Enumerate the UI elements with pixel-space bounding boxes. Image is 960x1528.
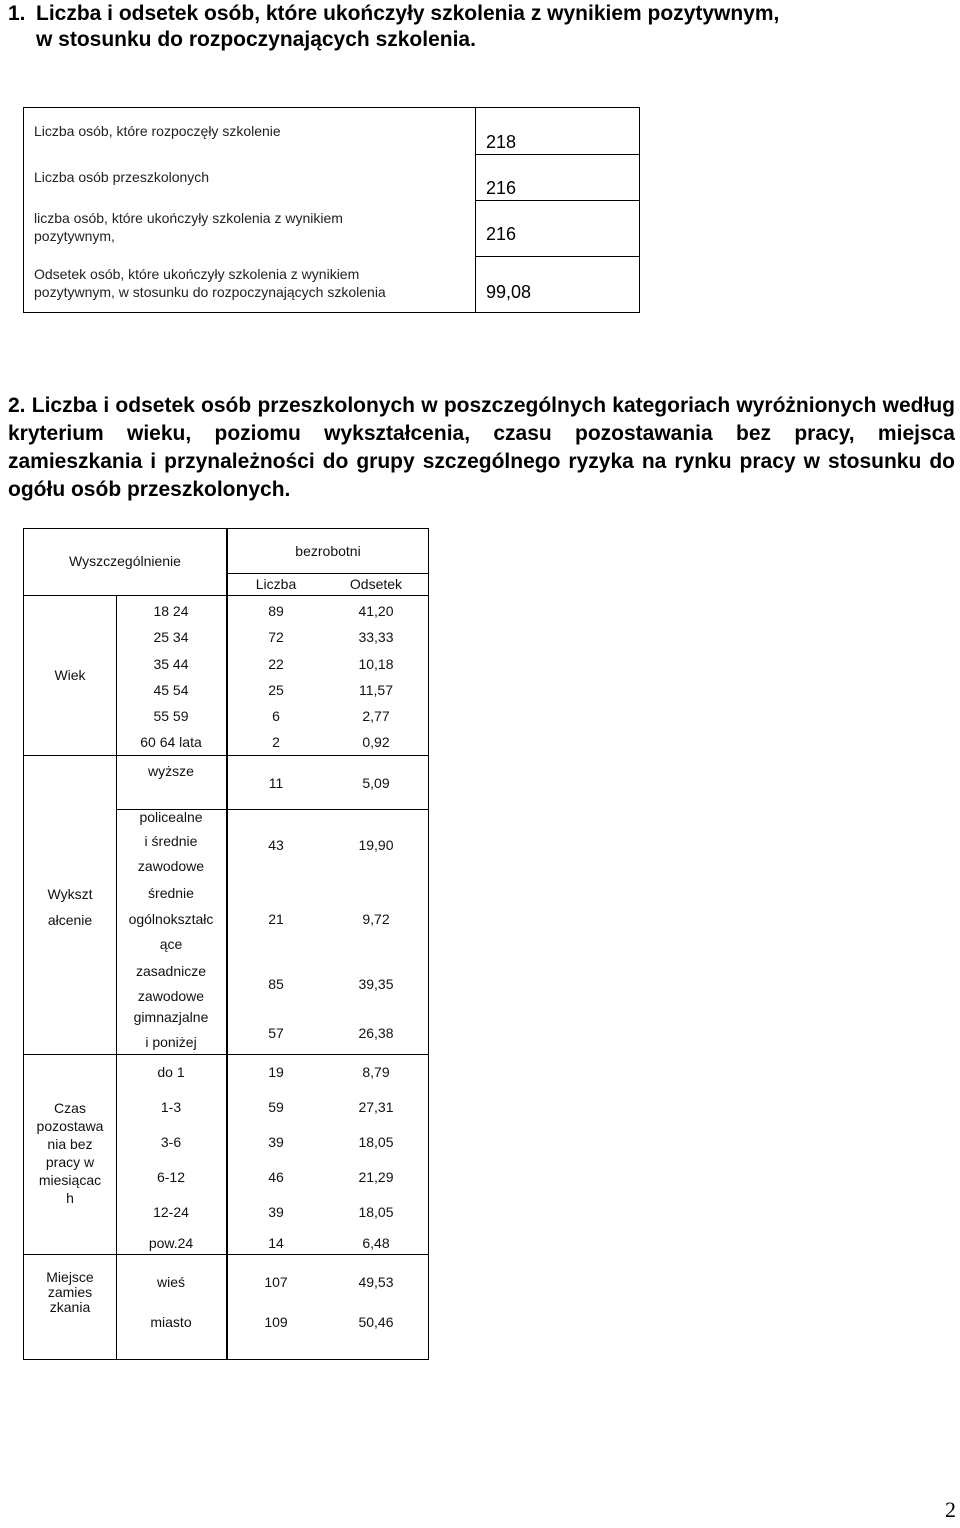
education-label: średnie <box>148 885 194 901</box>
category-line: pracy w <box>45 1154 95 1170</box>
section-1-number: 1. <box>8 2 26 25</box>
summary-value-percentage: 99,08 <box>486 282 532 302</box>
summary-table <box>23 107 640 313</box>
age-count: 6 <box>272 708 280 724</box>
education-percentage: 19,90 <box>358 837 394 853</box>
unemployment-count: 59 <box>268 1099 284 1115</box>
residence-count: 107 <box>264 1274 288 1290</box>
age-count: 25 <box>268 682 284 698</box>
section-2-title: 2. Liczba i odsetek osób przeszkolonych w poszczególnych kategoriach wyróżnionych według kryterium wieku, poziomu wykształcenia, czasu pozostawania bez pracy, miejsca zamieszkania i przynależności do grupy szczególnego ryzyka na rynku pracy w stosunku do ogółu osób przeszkolonych. <box>8 394 955 501</box>
education-count: 57 <box>268 1025 284 1041</box>
education-percentage: 39,35 <box>358 976 394 992</box>
education-label: zawodowe <box>137 988 205 1004</box>
residence-label: wieś <box>156 1274 185 1290</box>
category-line: nia bez <box>47 1136 93 1152</box>
section-1-title <box>8 1 948 53</box>
summary-row-line <box>475 256 639 257</box>
age-label: 35 44 <box>153 656 189 672</box>
header-percentage: Odsetek <box>349 576 403 592</box>
category-education-line: ałcenie <box>47 912 93 928</box>
education-label: zasadnicze <box>135 963 207 979</box>
age-count: 22 <box>268 656 284 672</box>
age-percentage: 2,77 <box>362 708 390 724</box>
age-label: 18 24 <box>153 603 189 619</box>
summary-label-completed: liczba osób, które ukończyły szkolenia z wynikiem pozytywnym, <box>34 210 343 244</box>
education-count: 11 <box>268 775 284 791</box>
age-label: 60 64 lata <box>140 734 202 750</box>
residence-percentage: 49,53 <box>358 1274 394 1290</box>
category-education-line: Wykszt <box>47 886 93 902</box>
age-percentage: 0,92 <box>362 734 390 750</box>
summary-label-trained: Liczba osób przeszkolonych <box>34 169 210 185</box>
age-percentage: 33,33 <box>358 629 394 645</box>
unemployment-count: 39 <box>268 1134 284 1150</box>
category-unemployment-time <box>24 1099 116 1207</box>
unemployment-count: 14 <box>268 1235 284 1251</box>
category-line: Miejsce <box>46 1269 94 1285</box>
header-count: Liczba <box>255 576 297 592</box>
education-label: i poniżej <box>145 1034 197 1050</box>
residence-count: 109 <box>264 1314 288 1330</box>
unemployment-count: 46 <box>268 1169 284 1185</box>
unemployment-label: 12-24 <box>153 1204 189 1220</box>
unemployment-label: pow.24 <box>148 1235 194 1251</box>
education-label: ogólnokształc <box>128 911 214 927</box>
unemployment-count: 39 <box>268 1204 284 1220</box>
age-percentage: 41,20 <box>358 603 394 619</box>
education-count: 85 <box>268 976 284 992</box>
age-label: 45 54 <box>153 682 189 698</box>
category-age: Wiek <box>54 667 86 683</box>
summary-value-started: 218 <box>486 132 517 152</box>
age-percentage: 11,57 <box>359 682 393 698</box>
group-divider <box>24 755 428 756</box>
section-1-title-line-1: Liczba i odsetek osób, które ukończyły szkolenia z wynikiem pozytywnym, <box>36 2 780 25</box>
age-count: 2 <box>272 734 280 750</box>
education-percentage: 5,09 <box>362 775 390 791</box>
unemployment-percentage: 18,05 <box>358 1204 394 1220</box>
page-number: 2 <box>945 1497 956 1522</box>
category-line: Czas <box>54 1100 86 1116</box>
category-line: zkania <box>49 1299 91 1315</box>
education-count: 43 <box>268 837 284 853</box>
education-count: 21 <box>268 911 284 927</box>
unemployment-percentage: 6,48 <box>362 1235 390 1251</box>
residence-label: miasto <box>150 1314 192 1330</box>
category-education <box>24 881 116 933</box>
unemployment-label: do 1 <box>157 1064 185 1080</box>
education-percentage: 26,38 <box>358 1025 394 1041</box>
header-unemployed: bezrobotni <box>295 543 361 559</box>
category-residence <box>24 1270 116 1315</box>
residence-percentage: 50,46 <box>358 1314 394 1330</box>
age-percentage: 10,18 <box>358 656 394 672</box>
section-1-title-line-2: w stosunku do rozpoczynających szkolenia. <box>36 28 476 51</box>
education-label: gimnazjalne <box>133 1009 209 1025</box>
unemployment-percentage: 27,31 <box>358 1099 394 1115</box>
header-specification: Wyszczególnienie <box>69 553 181 569</box>
unemployment-percentage: 8,79 <box>362 1064 390 1080</box>
category-line: miesiącac <box>38 1172 102 1188</box>
summary-divider <box>475 108 476 312</box>
unemployment-label: 1-3 <box>160 1099 182 1115</box>
age-count: 89 <box>268 603 284 619</box>
unemployment-percentage: 18,05 <box>358 1134 394 1150</box>
category-line: zamies <box>47 1284 93 1300</box>
education-label: i średnie <box>144 833 198 849</box>
unemployment-percentage: 21,29 <box>358 1169 394 1185</box>
summary-value-trained: 216 <box>486 178 517 198</box>
education-label: wyższe <box>148 763 194 779</box>
age-count: 72 <box>268 629 284 645</box>
summary-value-completed: 216 <box>486 224 517 244</box>
unemployment-label: 6-12 <box>156 1169 186 1185</box>
category-line: pozostawa <box>36 1118 104 1134</box>
age-label: 55 59 <box>153 708 189 724</box>
education-percentage: 9,72 <box>362 911 390 927</box>
education-label: zawodowe <box>137 858 205 874</box>
unemployment-label: 3-6 <box>160 1134 182 1150</box>
category-line: h <box>66 1190 74 1206</box>
unemployment-count: 19 <box>268 1064 284 1080</box>
summary-row-line <box>475 200 639 201</box>
detail-table <box>23 528 429 1360</box>
summary-label-percentage: Odsetek osób, które ukończyły szkolenia z wynikiem pozytywnym, w stosunku do rozpoczynających szkolenia <box>34 266 386 300</box>
education-label: ące <box>159 936 183 952</box>
group-divider <box>24 1054 428 1055</box>
education-label: policealne <box>139 809 203 825</box>
summary-row-line <box>475 154 639 155</box>
summary-label-started: Liczba osób, które rozpoczęły szkolenie <box>34 123 281 139</box>
age-label: 25 34 <box>153 629 189 645</box>
